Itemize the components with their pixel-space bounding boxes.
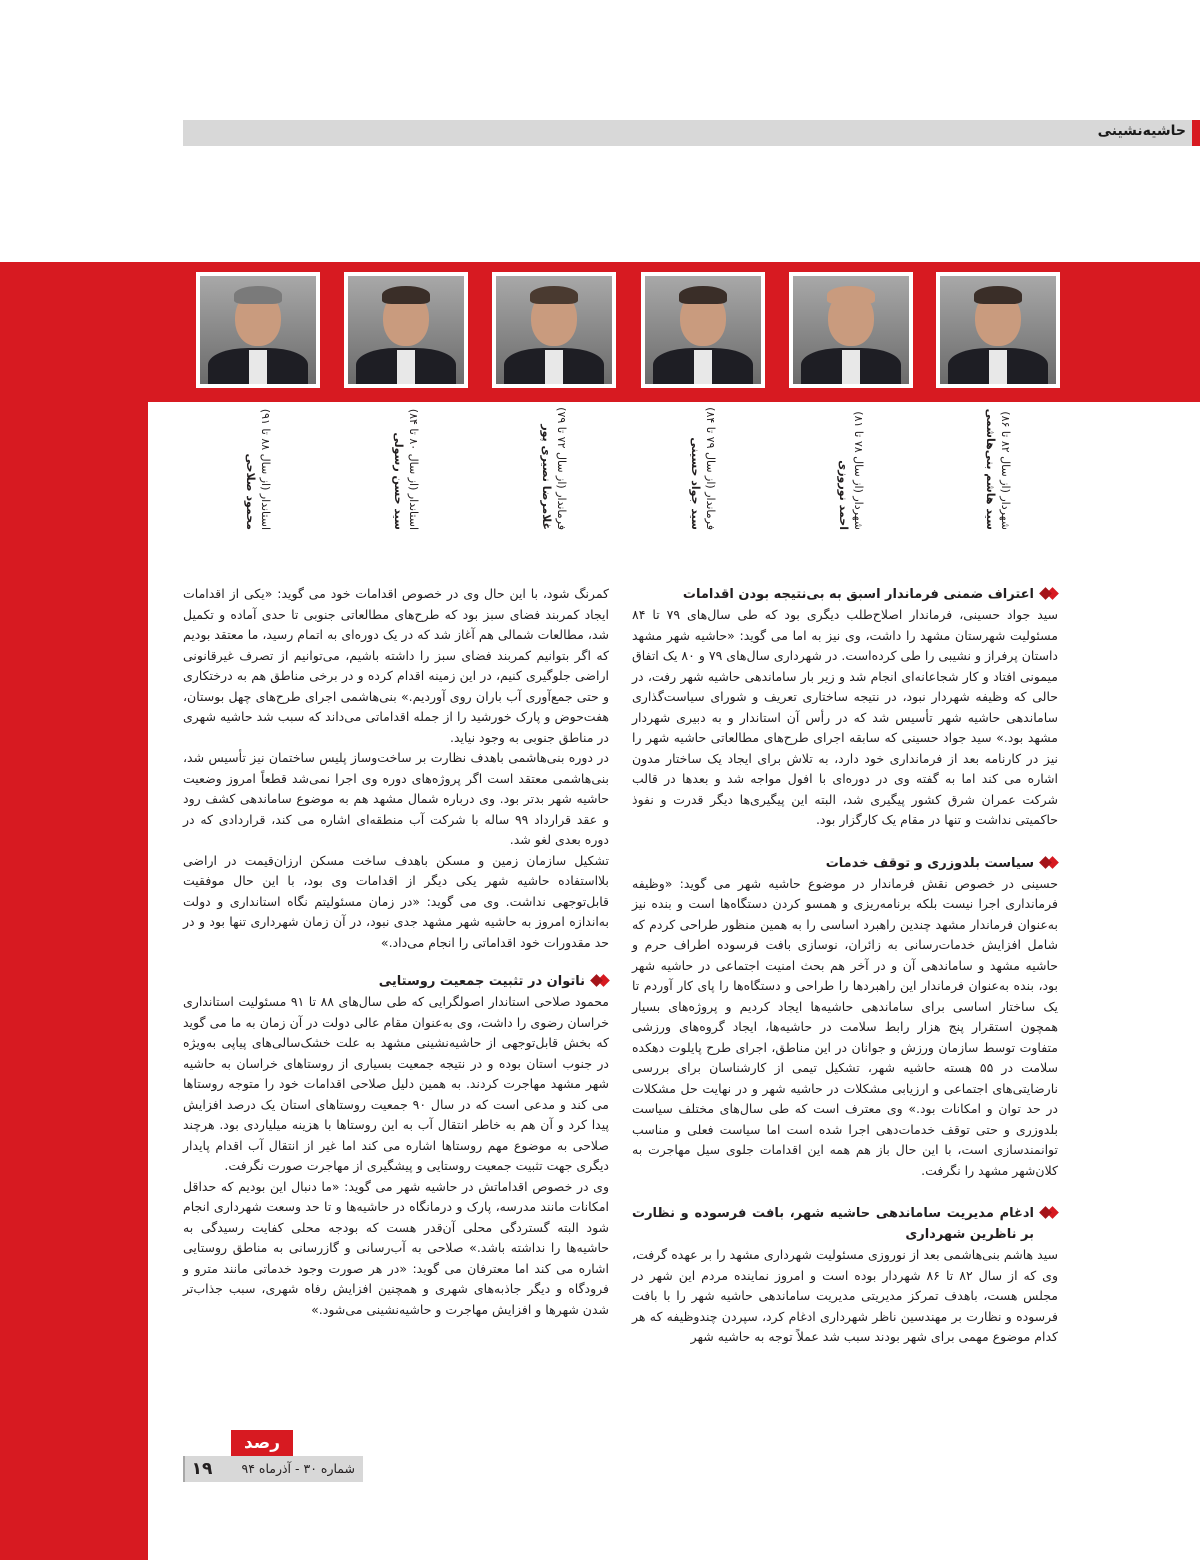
portrait-photo [196,272,320,388]
section-header [183,120,1200,146]
portrait-photo [344,272,468,388]
paragraph: کمرنگ شود، با این حال وی در خصوص اقدامات خود می گوید: «یکی از اقدامات ایجاد کمربند فضای سبز بود که طرح‌های مطالعاتی جنوبی تا حدی آماده و تکمیل شد، مطالعات شمالی هم آغاز شد که در یک دوره‌ای به اتمام رسید، ما معتقد بودیم که اگر بتوانیم کمربند فضای سبز را داشته باشیم، می‌توانیم از تصرف غیرقانونی اراضی جلوگیری کنیم، در این زمینه اقدام کرده و در برخی مناطق هم به درختکاری و حتی جمع‌آوری آب باران روی آوردیم.» بنی‌هاشمی اجرای طرح‌های چهل بوستان، هفت‌حوض و پارک خورشید را از جمله اقداماتی می‌داند که سبب شد حاشیه شهری در مناطق جنوبی به وجود نیاید. [183,586,609,745]
diamond-bullet-icon [1040,588,1058,600]
paragraph: در دوره بنی‌هاشمی باهدف نظارت بر ساخت‌وساز پلیس ساختمان نیز تأسیس شد، بنی‌هاشمی معتقد است اگر پروژه‌های دوره وی اجرا نمی‌شد قطعاً امروز وضعیت حاشیه شهر بدتر بود. وی درباره شمال مشهد هم به موضوع ساماندهی کشف رود و عقد قرارداد ۹۹ ساله با شرکت آب منطقه‌ای اشاره می کند، قراردادی که در دوره بعدی لغو شد. [183,750,609,847]
official-role: فرماندار (از سال ۷۲ تا ۷۹) [555,407,568,530]
official-name: سید جواد حسینی [689,437,702,530]
portrait-photo [936,272,1060,388]
diamond-bullet-icon [591,975,609,987]
official-caption [678,398,728,530]
issue-label: شماره ۳۰ - آذرماه ۹۴ [219,1456,363,1482]
magazine-logo: رصد [231,1430,293,1456]
official-name: سید هاشم بنی‌هاشمی [984,408,997,530]
portrait-photo [789,272,913,388]
subheading: ادغام مدیریت ساماندهی حاشیه شهر، بافت فرسوده و نظارت بر ناظرین شهرداری [632,1203,1058,1245]
official-caption [529,398,579,530]
official-role: استاندار (از سال ۸۰ تا ۸۴) [407,408,420,530]
page-footer [183,1430,363,1490]
article-column-right [632,584,1058,1348]
red-margin-strip [0,262,148,1560]
section-label: حاشیه‌نشینی [1097,123,1186,139]
page-number: ۱۹ [183,1456,219,1482]
paragraph: سید هاشم بنی‌هاشمی بعد از نوروزی مسئولیت شهرداری مشهد را بر عهده گرفت، وی که از سال ۸۲ تا ۸۶ شهردار بوده است و امروز نماینده مردم این شهر در مجلس هست، باهدف تمرکز مدیریتی مدیریت ساماندهی حاشیه شهر را با بافت فرسوده و نظارت بر مهندسین ناظر شهرداری ادغام کرد، سپردن چندوظیفه که هر کدام موضوع مهمی برای شهر بودند سبب شد عملاً توجه به حاشیه شهر [632,1247,1058,1344]
official-caption [233,398,283,530]
official-caption [381,398,431,530]
paragraph: تشکیل سازمان زمین و مسکن باهدف ساخت مسکن ارزان‌قیمت در اراضی بلااستفاده حاشیه شهر یکی دیگر از اقدامات وی بود، با این حال موفقیت قابل‌توجهی نداشت. وی می گوید: «در زمان مسئولیتم نگاه استانداری و دولت به‌اندازه امروز به حاشیه شهر مشهد جدی نبود، در آن زمان شهرداری تنها بود و در حد مقدورات خود اقداماتی را انجام می‌داد.» [183,852,609,950]
article-column-left [183,584,609,1320]
official-caption [826,398,876,530]
portrait-photo [641,272,765,388]
header-accent [1192,120,1200,146]
paragraph: سید جواد حسینی، فرماندار اصلاح‌طلب دیگری بود که طی سال‌های ۷۹ تا ۸۴ مسئولیت شهرستان مشهد را داشت، وی نیز به اما می گوید: «حاشیه شهر مشهد داستان پرفراز و نشیبی را طی کرده‌است. در شهرداری سال‌های ۷۹ و ۸۰ یک اتفاق میمونی افتاد و کار شجاعانه‌ای انجام شد و زیر بار ساماندهی حاشیه شهر رفت، در حالی که وظیفه شهردار نبود، در نتیجه ساختاری تعریف و شورای سیاست‌گذاری ساماندهی حاشیه شهر تأسیس شد که در رأس آن استاندار و به دبیری شهردار مشهد بود.» سید جواد حسینی که سابقه اجرای طرح‌های مطالعاتی حاشیه شهر را نیز در کارنامه بعد از فرمانداری خود دارد، به تلاش برای ایجاد یک ساختار مدون اشاره می کند اما به گفته وی در دوره‌ای با افول مواجه شد و بعدها در قالب شرکت عمران شرق کشور پیگیری شد، البته این پیگیری‌ها دیگر قدرت و نفوذ حاکمیتی نداشت و تنها در مقام یک کارگزار بود. [632,607,1059,827]
official-name: سید حسن رسولی [392,432,405,530]
subheading: سیاست بلدوزری و توقف خدمات [632,853,1058,874]
paragraph: حسینی در خصوص نقش فرماندار در موضوع حاشیه شهر می گوید: «وظیفه فرمانداری اجرا نیست بلکه برنامه‌ریزی و همسو کردن دستگاه‌ها است و بنده نیز به‌عنوان فرماندار مشهد چندین راهبرد اساسی را به همین منظور طراحی کردم که شامل افزایش خدمات‌رسانی به زائران، نوسازی بافت فرسوده اطراف حرم و حاشیه مشهد و ساماندهی آن و در آخر هم بحث امنیت اجتماعی در حاشیه شهر بود، بنده به‌عنوان فرماندار این راهبردها را طراحی و دستگاه‌ها را پای کار آوردم تا یک ساختار اساسی برای ساماندهی حاشیه‌ها ایجاد کردیم و پروژه‌های بسیار همچون استقرار پنج هزار رابط سلامت در حاشیه‌ها، ایجاد گروه‌های ورزشی متفاوت توسط سازمان ورزش و جوانان در این مناطق، اجرای طرح پایلوت دهکده سلامت در ۵۵ هسته حاشیه شهر، تشکیل تیمی از کارشناسان برای بررسی نارضایتی‌های اجتماعی و ارزیابی مشکلات در حاشیه شهر و در نهایت حل مشکلات در حد توان و امکانات بود.» وی معترف است که طی سال‌های مختلف سیاست بلدوزری و حتی توقف خدمات‌دهی اجرا شده است اما سیاست فعلی و مناسب توانمندسازی است، با این حال باز هم همه این اقدامات جلوی سیل مهاجرت به کلان‌شهر مشهد را نگرفت. [632,875,1059,1178]
official-name: محمود صلاحی [244,453,257,530]
portrait-photo [492,272,616,388]
official-caption [973,398,1023,530]
diamond-bullet-icon [1040,857,1058,869]
official-role: استاندار (از سال ۸۸ تا ۹۱) [259,408,272,530]
official-role: شهردار (از سال ۷۸ تا ۸۱) [852,411,865,530]
diamond-bullet-icon [1040,1207,1058,1219]
paragraph: محمود صلاحی استاندار اصولگرایی که طی سال‌های ۸۸ تا ۹۱ مسئولیت استانداری خراسان رضوی را داشت، وی به‌عنوان مقام عالی دولت در آن زمان به ما می گوید که بخش قابل‌توجهی از حاشیه‌نشینی مشهد به علت خشک‌سالی‌های پیاپی به‌ویژه در جنوب استان بوده و در نتیجه جمعیت بسیاری از روستاهای خراسان به حاشیه شهر مشهد مهاجرت کردند. به همین دلیل صلاحی اقدامات خود را متوجه روستاها می کند و مدعی است که در سال ۹۰ جمعیت روستاهای استان یک درصد افزایش پیدا کرد و آن هم به خاطر انتقال آب به این روستاها با هزینه میلیاردی بود. هرچند صلاحی به موضوع مهم روستاها اشاره می کند اما غیر از انتقال آب اقدام پایدار دیگری جهت تثبیت جمعیت روستایی و پیشگیری از مهاجرت صورت نگرفت. [183,994,609,1173]
subheading: اعتراف ضمنی فرماندار اسبق به بی‌نتیجه بودن اقدامات [632,584,1058,605]
official-name: احمد نوروزی [837,460,850,530]
official-role: فرماندار (از سال ۷۹ تا ۸۴) [704,407,717,530]
subheading: ناتوان در تثبیت جمعیت روستایی [183,971,609,992]
paragraph: وی در خصوص اقداماتش در حاشیه شهر می گوید: «ما دنبال این بودیم که حداقل امکانات مانند مدرسه، پارک و درمانگاه در حاشیه‌ها و تا حد وسعت شهرداری انجام شود البته گستردگی محلی آن‌قدر هست که بودجه محلی کفایت رسیدگی به حاشیه‌ها را نداشته باشد.» صلاحی به آب‌رسانی و گازرسانی به مناطق روستایی اشاره می کند اما معترفان می گوید: «در هر صورت وجود خدماتی مانند مترو و فرودگاه و دیگر جاذبه‌های شهری و همچنین افزایش رفاه شهری، سبب جذاب‌تر شدن شهرها و افزایش مهاجرت و حاشیه‌نشینی می‌شود.» [183,1178,609,1317]
official-name: غلامرضا نصیری پور [540,424,553,530]
official-role: شهردار (از سال ۸۲ تا ۸۶) [999,411,1012,530]
